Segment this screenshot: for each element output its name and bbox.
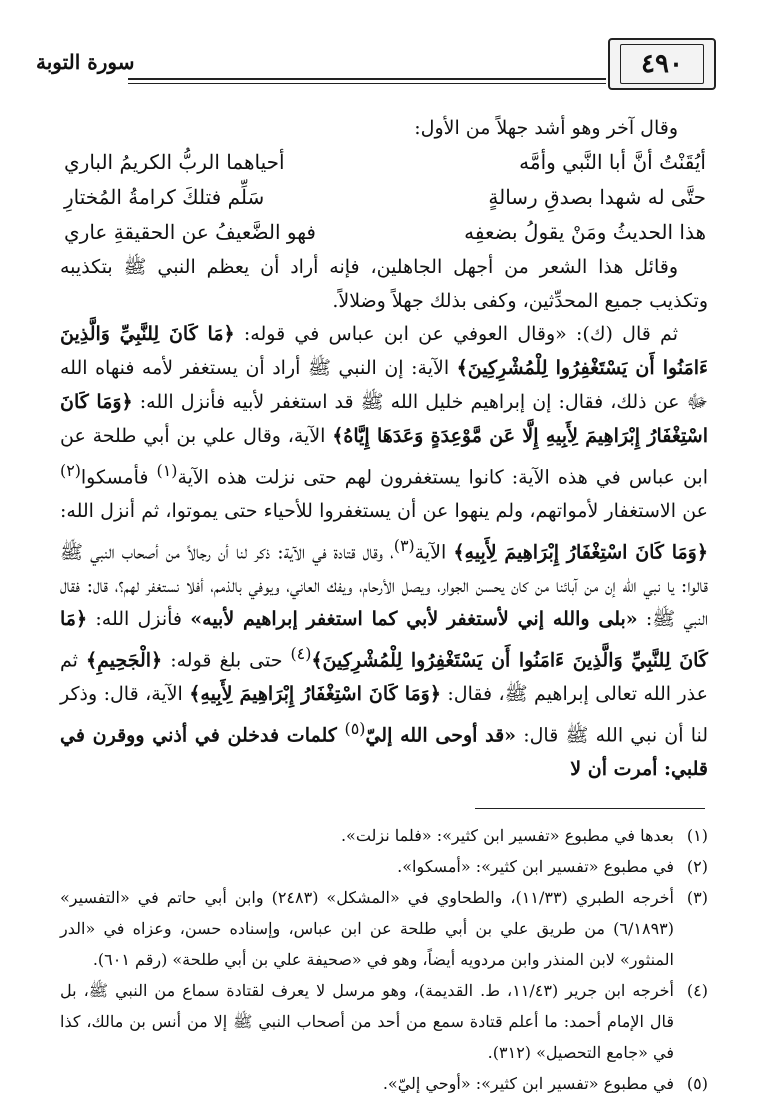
footnote-ref[interactable]: (٥) [344,719,366,739]
hadith-quote: كلمات فدخلن في أذني ووقرن في قلبي: أمرت أن لا [60,724,708,781]
footnote [60,851,708,882]
footnote [60,1068,708,1099]
paragraph: وقائل هذا الشعر من أجهل الجاهلين، فإنه أراد أن يعظم النبي ﷺ بتكذيبه وتكذيب جميع المحدِّثين، وكفى بذلك جهلاً وضلالاً. [60,255,708,312]
poem-verse [60,146,708,181]
text-run: ثم عذر الله تعالى إبراهيم ﷺ، فقال: [60,649,708,706]
text-run: فأنزل الله: [87,608,191,631]
poem-verse [60,181,708,216]
text-run: الآية [414,540,454,563]
footnote-text: بعدها في مطبوع «تفسير ابن كثير»: «فلما نزلت». [340,826,674,845]
poem-hemistich: أيُقَنْتُ أنَّ أبا النَّبي وأمَّه [519,150,706,175]
footnote-text: في مطبوع «تفسير ابن كثير»: «أمسكوا». [397,857,674,876]
footnote [60,820,708,851]
text-run: الآية، وقال علي بن أبي طلحة عن ابن عباس في هذه الآية: كانوا يستغفرون لهم حتى نزلت هذه الآية [60,424,708,488]
text-run: الآية، قال: وذكر لنا أن نبي الله ﷺ قال: [60,683,709,747]
quran-verse: ﴿مَا كَانَ لِلنَّبِيِّ وَالَّذِينَ ءَامَنُوا أَن يَسْتَغْفِرُوا لِلْمُشْرِكِينَ﴾ [60,608,708,672]
hadith-quote: «قد أوحى الله إليّ [365,724,517,747]
footnote-number: (٤) [686,981,708,1000]
footnote-ref[interactable]: (١) [156,460,178,480]
text-run: ، وقال قتادة في الآية: ذكر لنا أن رجالاً من أصحاب النبي ﷺ قالوا: يا نبي الله إن من آبائنا من كان يحسن الجوار، ويصل الأرحام، ويفك العاني، ويوفي بالذمم، أفلا نستغفر لهم؟، قال: فقال النبي ﷺ: [60,540,709,631]
footnote-divider [475,808,705,809]
quran-verse: ﴿مَا كَانَ لِلنَّبِيِّ وَالَّذِينَ ءَامَنُوا أَن يَسْتَغْفِرُوا لِلْمُشْرِكِينَ﴾ [60,323,708,380]
footnote-text: أخرجه ابن جرير (١١/٤٣، ط. القديمة)، وهو مرسل لا يعرف لقتادة سماع من النبي ﷺ، بل قال الإمام أحمد: ما أعلم قتادة سمع من أحد من أصحاب النبي ﷺ إلا من أنس بن مالك، كذا في «جامع التحصيل» (٣١٢). [60,981,674,1062]
paragraph [60,318,708,787]
footnote-number: (٣) [686,888,708,907]
page-number-frame [608,38,716,90]
footnote-text: في مطبوع «تفسير ابن كثير»: «أوحي إليّ». [382,1074,674,1093]
poem-intro: وقال آخر وهو أشد جهلاً من الأول: [414,117,678,139]
poem-verse [60,216,708,251]
footnote-number: (٥) [686,1074,708,1093]
surah-name: سورة التوبة [36,50,135,74]
quran-verse: ﴿وَمَا كَانَ اسْتِغْفَارُ إِبْرَاهِيمَ لِأَبِيهِ﴾ [189,683,441,706]
page-number: ٤٩٠ [641,49,683,79]
footnote [60,975,708,1068]
quran-verse: ﴿وَمَا كَانَ اسْتِغْفَارُ إِبْرَاهِيمَ لِأَبِيهِ إِلَّا عَن مَّوْعِدَةٍ وَعَدَهَا إِيَّاهُ﴾ [60,390,708,447]
footnote [60,882,708,975]
text-run: ثم قال (ك): «وقال العوفي عن ابن عباس في قوله: [234,323,678,346]
footnote-ref[interactable]: (٤) [290,644,312,664]
text-run: حتى بلغ قوله: [162,649,291,672]
footnotes [60,820,708,1099]
poem-hemistich: فهو الضَّعيفُ عن الحقيقةِ عاري [64,220,316,245]
page-header [36,38,736,90]
header-rule [128,78,606,84]
quran-verse: ﴿وَمَا كَانَ اسْتِغْفَارُ إِبْرَاهِيمَ لِأَبِيهِ﴾ [453,540,708,563]
main-text [60,112,708,787]
footnote-number: (٢) [686,857,708,876]
text-run: فأمسكوا [80,465,157,488]
poem-hemistich: حتَّى له شهدا بصدقِ رسالةٍ [488,185,706,210]
footnote-ref[interactable]: (٢) [60,460,81,480]
quran-verse: ﴿الْجَحِيمِ﴾ [85,649,163,672]
poem-hemistich: هذا الحديثُ ومَنْ يقولُ بضعفِه [464,220,706,245]
poem-hemistich: أحياهما الربُّ الكريمُ الباري [64,150,285,175]
footnote-text: أخرجه الطبري (١١/٣٣)، والطحاوي في «المشكل» (٢٤٨٣) وابن أبي حاتم في «التفسير» (٦/١٨٩٣) من طريق علي بن أبي طلحة عن ابن عباس، وإسناده حسن، وعزاه في «الدر المنثور» لابن المنذر وابن مردويه أيضاً، وهو في «صحيفة علي بن أبي طلحة» (رقم ٦٠١). [60,888,675,969]
text-run: الآية: إن النبي ﷺ أراد أن يستغفر لأمه فنهاه الله ﷻ عن ذلك، فقال: إن إبراهيم خليل الله ﷺ قد استغفر لأبيه فأنزل الله: [60,357,708,413]
poem [60,146,708,251]
poem-hemistich: سَلِّم فتلكَ كرامةُ المُختارِ [64,185,265,210]
text-run: عن الاستغفار لأمواتهم، ولم ينهوا عن أن يستغفروا للأحياء حتى يموتوا، ثم أنزل الله: [60,499,708,522]
footnote-number: (١) [686,826,708,845]
hadith-quote: «بلى والله إني لأستغفر لأبي كما استغفر إبراهيم لأبيه» [190,608,638,631]
footnote-ref[interactable]: (٣) [393,535,415,555]
